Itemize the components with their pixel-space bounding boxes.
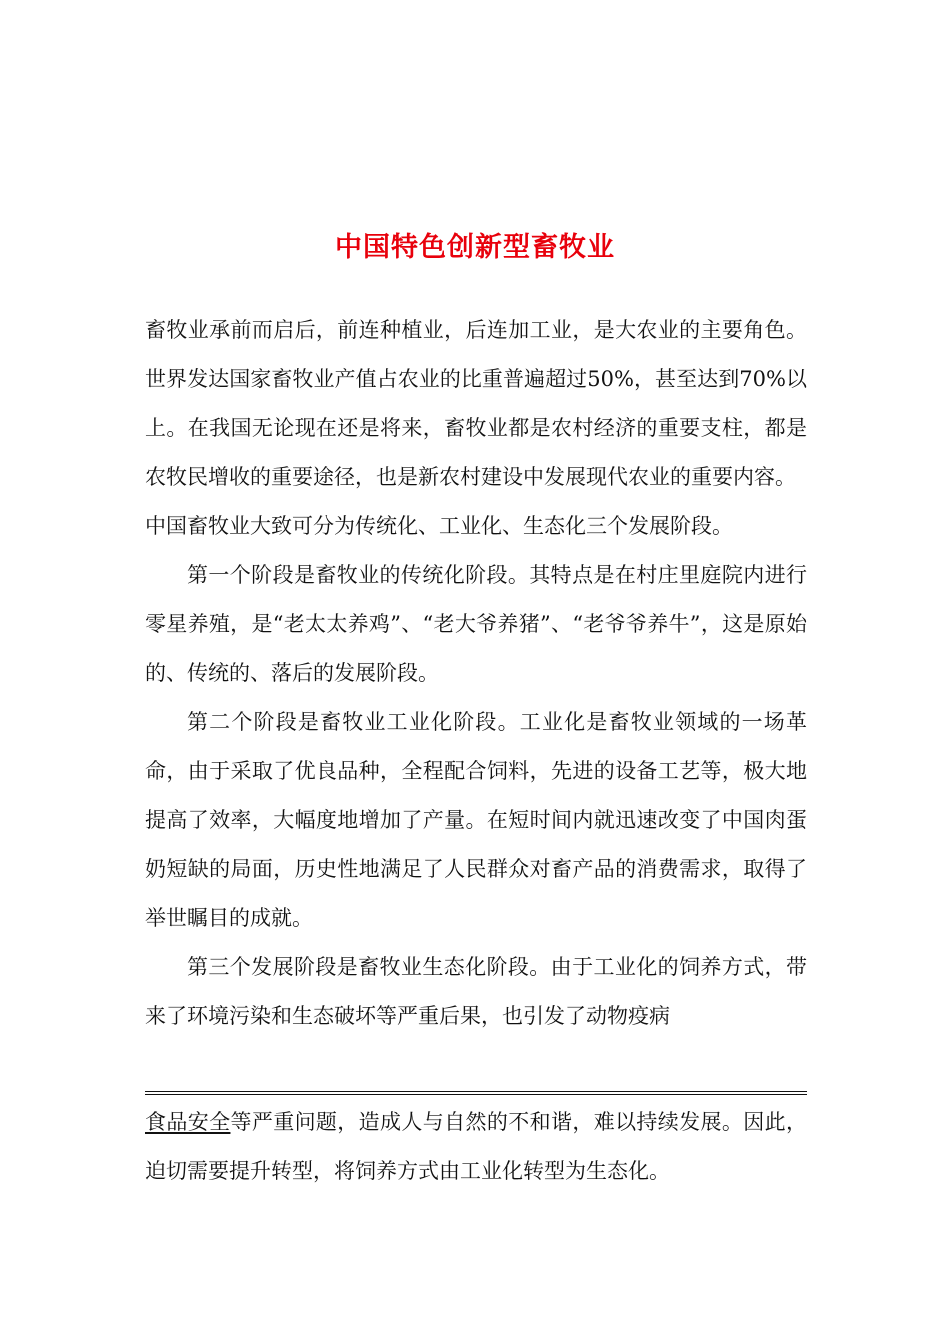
paragraph-intro: 畜牧业承前而启后，前连种植业，后连加工业，是大农业的主要角色。世界发达国家畜牧业产值占农业的比重普遍超过50%，甚至达到70%以上。在我国无论现在还是将来，畜牧业都是农村经济的重要支柱，都是农牧民增收的重要途径，也是新农村建设中发展现代农业的重要内容。 xyxy=(145,318,807,489)
paragraph-stage-two: 第二个阶段是畜牧业工业化阶段。工业化是畜牧业领域的一场革命，由于采取了优良品种，全程配合饲料，先进的设备工艺等，极大地提高了效率，大幅度地增加了产量。在短时间内就迅速改变了中国肉蛋奶短缺的局面，历史性地满足了人民群众对畜产品的消费需求，取得了举世瞩目的成就。 xyxy=(145,710,807,930)
document-body-continued xyxy=(145,1098,807,1196)
paragraph-stage-three: 第三个发展阶段是畜牧业生态化阶段。由于工业化的饲养方式，带来了环境污染和生态破坏等严重后果，也引发了动物疫病 xyxy=(145,955,807,1028)
paragraph-stages-summary: 中国畜牧业大致可分为传统化、工业化、生态化三个发展阶段。 xyxy=(145,514,733,538)
page-divider xyxy=(145,1091,807,1095)
continuation-text: 等严重问题，造成人与自然的不和谐，难以持续发展。因此，迫切需要提升转型，将饲养方式由工业化转型为生态化。 xyxy=(145,1110,807,1183)
document-title: 中国特色创新型畜牧业 xyxy=(335,232,615,263)
document-body xyxy=(145,306,807,1041)
paragraph-stage-one: 第一个阶段是畜牧业的传统化阶段。其特点是在村庄里庭院内进行零星养殖，是“老太太养鸡”、“老大爷养猪”、“老爷爷养牛”，这是原始的、传统的、落后的发展阶段。 xyxy=(145,563,807,685)
paragraph-continuation xyxy=(145,1098,807,1196)
food-safety-link[interactable]: 食品安全 xyxy=(145,1110,231,1134)
